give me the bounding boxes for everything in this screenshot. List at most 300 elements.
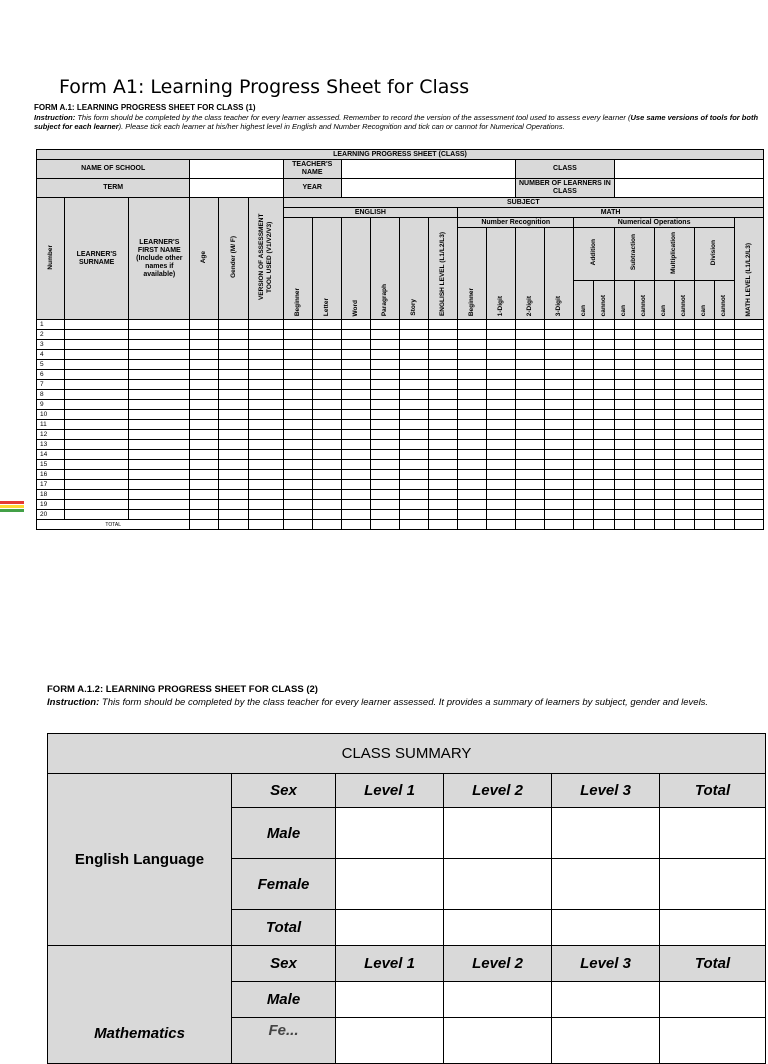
learner-cell[interactable] — [694, 400, 714, 410]
total-cell[interactable] — [574, 520, 594, 530]
learner-cell[interactable] — [341, 440, 370, 450]
learner-cell[interactable] — [545, 430, 574, 440]
learner-cell[interactable] — [429, 420, 458, 430]
learner-cell[interactable] — [429, 350, 458, 360]
learner-cell[interactable] — [312, 430, 341, 440]
learner-cell[interactable] — [283, 440, 312, 450]
learner-cell[interactable] — [248, 440, 283, 450]
learner-cell[interactable] — [654, 500, 674, 510]
learner-cell[interactable] — [574, 420, 594, 430]
learner-cell[interactable] — [487, 440, 516, 450]
learner-cell[interactable] — [614, 510, 634, 520]
learner-cell[interactable] — [487, 480, 516, 490]
learner-cell[interactable] — [614, 330, 634, 340]
summary-cell[interactable] — [336, 859, 444, 910]
learner-cell[interactable] — [694, 320, 714, 330]
learner-cell[interactable] — [190, 320, 219, 330]
learner-cell[interactable] — [65, 390, 129, 400]
total-cell[interactable] — [634, 520, 654, 530]
learner-cell[interactable] — [312, 500, 341, 510]
learner-cell[interactable] — [219, 470, 248, 480]
learner-cell[interactable] — [694, 440, 714, 450]
learner-cell[interactable] — [248, 350, 283, 360]
learner-cell[interactable] — [283, 410, 312, 420]
learner-cell[interactable] — [429, 330, 458, 340]
learner-cell[interactable] — [219, 440, 248, 450]
learner-cell[interactable] — [634, 360, 654, 370]
learner-cell[interactable] — [674, 500, 694, 510]
learner-cell[interactable] — [545, 320, 574, 330]
learner-cell[interactable] — [674, 410, 694, 420]
learner-cell[interactable] — [714, 350, 734, 360]
learner-cell[interactable] — [634, 500, 654, 510]
learner-cell[interactable] — [429, 400, 458, 410]
learner-cell[interactable] — [341, 350, 370, 360]
learner-cell[interactable] — [574, 430, 594, 440]
learner-cell[interactable] — [674, 460, 694, 470]
learner-cell[interactable] — [65, 320, 129, 330]
learner-cell[interactable] — [614, 320, 634, 330]
learner-cell[interactable] — [458, 390, 487, 400]
learner-cell[interactable] — [190, 380, 219, 390]
learner-cell[interactable] — [312, 460, 341, 470]
learner-cell[interactable] — [574, 400, 594, 410]
learner-cell[interactable] — [190, 350, 219, 360]
learner-cell[interactable] — [574, 410, 594, 420]
learner-cell[interactable] — [487, 430, 516, 440]
learner-cell[interactable] — [614, 420, 634, 430]
learner-cell[interactable] — [594, 350, 614, 360]
learner-cell[interactable] — [516, 470, 545, 480]
learner-cell[interactable] — [634, 470, 654, 480]
learner-cell[interactable] — [429, 480, 458, 490]
learner-cell[interactable] — [283, 360, 312, 370]
learner-cell[interactable] — [634, 430, 654, 440]
total-cell[interactable] — [714, 520, 734, 530]
learner-cell[interactable] — [545, 470, 574, 480]
learner-cell[interactable] — [654, 470, 674, 480]
learner-cell[interactable] — [516, 450, 545, 460]
learner-cell[interactable] — [614, 390, 634, 400]
summary-cell[interactable] — [660, 859, 766, 910]
learner-cell[interactable] — [694, 410, 714, 420]
learner-cell[interactable] — [574, 490, 594, 500]
learner-cell[interactable] — [734, 340, 763, 350]
learner-cell[interactable] — [634, 410, 654, 420]
total-cell[interactable] — [283, 520, 312, 530]
learner-cell[interactable] — [714, 470, 734, 480]
learner-cell[interactable] — [545, 460, 574, 470]
learner-cell[interactable] — [341, 390, 370, 400]
total-cell[interactable] — [674, 520, 694, 530]
learner-cell[interactable] — [370, 490, 399, 500]
total-cell[interactable] — [341, 520, 370, 530]
learner-cell[interactable] — [341, 330, 370, 340]
learner-cell[interactable] — [594, 340, 614, 350]
learner-cell[interactable] — [634, 490, 654, 500]
learner-cell[interactable] — [734, 420, 763, 430]
learner-cell[interactable] — [219, 490, 248, 500]
learner-cell[interactable] — [65, 420, 129, 430]
learner-cell[interactable] — [574, 500, 594, 510]
learner-cell[interactable] — [516, 400, 545, 410]
learner-cell[interactable] — [129, 400, 190, 410]
learner-cell[interactable] — [283, 330, 312, 340]
learner-cell[interactable] — [429, 500, 458, 510]
learner-cell[interactable] — [458, 400, 487, 410]
learner-cell[interactable] — [248, 430, 283, 440]
learner-cell[interactable] — [545, 500, 574, 510]
learner-cell[interactable] — [694, 460, 714, 470]
learner-cell[interactable] — [634, 440, 654, 450]
learner-cell[interactable] — [545, 440, 574, 450]
learner-cell[interactable] — [458, 450, 487, 460]
learner-cell[interactable] — [312, 440, 341, 450]
learner-cell[interactable] — [341, 420, 370, 430]
learner-cell[interactable] — [283, 470, 312, 480]
learner-cell[interactable] — [654, 490, 674, 500]
learner-cell[interactable] — [219, 420, 248, 430]
learner-cell[interactable] — [283, 430, 312, 440]
learner-cell[interactable] — [694, 420, 714, 430]
learner-cell[interactable] — [694, 500, 714, 510]
total-cell[interactable] — [458, 520, 487, 530]
learner-cell[interactable] — [190, 510, 219, 520]
learner-cell[interactable] — [614, 340, 634, 350]
learner-cell[interactable] — [190, 390, 219, 400]
learner-cell[interactable] — [654, 410, 674, 420]
learner-cell[interactable] — [574, 470, 594, 480]
learner-cell[interactable] — [734, 450, 763, 460]
learner-cell[interactable] — [614, 410, 634, 420]
total-cell[interactable] — [594, 520, 614, 530]
learner-cell[interactable] — [654, 510, 674, 520]
learner-cell[interactable] — [614, 470, 634, 480]
learner-cell[interactable] — [674, 470, 694, 480]
learner-cell[interactable] — [248, 410, 283, 420]
learner-cell[interactable] — [370, 340, 399, 350]
class-field[interactable] — [614, 160, 763, 179]
learner-cell[interactable] — [654, 450, 674, 460]
learner-cell[interactable] — [370, 430, 399, 440]
learner-cell[interactable] — [458, 370, 487, 380]
learner-cell[interactable] — [65, 410, 129, 420]
learner-cell[interactable] — [283, 380, 312, 390]
learner-cell[interactable] — [714, 420, 734, 430]
learner-cell[interactable] — [312, 410, 341, 420]
learner-cell[interactable] — [734, 490, 763, 500]
learner-cell[interactable] — [129, 320, 190, 330]
learner-cell[interactable] — [594, 480, 614, 490]
learner-cell[interactable] — [545, 450, 574, 460]
learner-cell[interactable] — [487, 330, 516, 340]
learner-cell[interactable] — [654, 380, 674, 390]
learner-cell[interactable] — [458, 380, 487, 390]
learner-cell[interactable] — [634, 420, 654, 430]
learner-cell[interactable] — [694, 370, 714, 380]
learner-cell[interactable] — [674, 420, 694, 430]
learner-cell[interactable] — [714, 400, 734, 410]
learner-cell[interactable] — [487, 420, 516, 430]
learner-cell[interactable] — [458, 330, 487, 340]
learner-cell[interactable] — [399, 460, 428, 470]
learner-cell[interactable] — [516, 510, 545, 520]
learner-cell[interactable] — [594, 500, 614, 510]
learner-cell[interactable] — [399, 470, 428, 480]
learner-cell[interactable] — [654, 360, 674, 370]
learner-cell[interactable] — [190, 410, 219, 420]
learner-cell[interactable] — [594, 430, 614, 440]
learner-cell[interactable] — [129, 430, 190, 440]
learner-cell[interactable] — [129, 450, 190, 460]
learner-cell[interactable] — [594, 370, 614, 380]
learner-cell[interactable] — [219, 480, 248, 490]
summary-cell[interactable] — [444, 982, 552, 1018]
learner-cell[interactable] — [654, 370, 674, 380]
total-cell[interactable] — [516, 520, 545, 530]
learner-cell[interactable] — [65, 360, 129, 370]
learner-cell[interactable] — [487, 460, 516, 470]
learner-cell[interactable] — [219, 460, 248, 470]
learner-cell[interactable] — [594, 490, 614, 500]
learner-cell[interactable] — [516, 410, 545, 420]
learner-cell[interactable] — [65, 490, 129, 500]
learner-cell[interactable] — [283, 510, 312, 520]
learner-cell[interactable] — [634, 370, 654, 380]
learner-cell[interactable] — [458, 410, 487, 420]
learner-cell[interactable] — [219, 410, 248, 420]
learner-cell[interactable] — [429, 320, 458, 330]
learner-cell[interactable] — [714, 410, 734, 420]
year-field[interactable] — [341, 179, 515, 198]
learner-cell[interactable] — [370, 450, 399, 460]
learner-cell[interactable] — [458, 490, 487, 500]
learner-cell[interactable] — [399, 410, 428, 420]
learner-cell[interactable] — [429, 490, 458, 500]
learner-cell[interactable] — [614, 360, 634, 370]
learner-cell[interactable] — [545, 360, 574, 370]
learner-cell[interactable] — [219, 350, 248, 360]
total-cell[interactable] — [219, 520, 248, 530]
learner-cell[interactable] — [65, 400, 129, 410]
learner-cell[interactable] — [429, 390, 458, 400]
learner-cell[interactable] — [370, 480, 399, 490]
learner-cell[interactable] — [65, 500, 129, 510]
learner-cell[interactable] — [487, 470, 516, 480]
learner-cell[interactable] — [248, 320, 283, 330]
learner-cell[interactable] — [574, 320, 594, 330]
learner-cell[interactable] — [516, 440, 545, 450]
summary-cell[interactable] — [552, 1018, 660, 1064]
learner-cell[interactable] — [370, 420, 399, 430]
learner-cell[interactable] — [654, 420, 674, 430]
learner-cell[interactable] — [734, 390, 763, 400]
learner-cell[interactable] — [65, 510, 129, 520]
learner-cell[interactable] — [312, 470, 341, 480]
learner-cell[interactable] — [248, 380, 283, 390]
learner-cell[interactable] — [574, 390, 594, 400]
learner-cell[interactable] — [714, 490, 734, 500]
learner-cell[interactable] — [458, 470, 487, 480]
learner-cell[interactable] — [429, 440, 458, 450]
learner-cell[interactable] — [458, 500, 487, 510]
learner-cell[interactable] — [429, 450, 458, 460]
learner-cell[interactable] — [283, 480, 312, 490]
learner-cell[interactable] — [370, 370, 399, 380]
learner-cell[interactable] — [129, 440, 190, 450]
learner-cell[interactable] — [248, 420, 283, 430]
learner-cell[interactable] — [594, 420, 614, 430]
learner-cell[interactable] — [341, 490, 370, 500]
learner-cell[interactable] — [399, 500, 428, 510]
learner-cell[interactable] — [674, 350, 694, 360]
total-cell[interactable] — [614, 520, 634, 530]
learner-cell[interactable] — [594, 460, 614, 470]
learner-cell[interactable] — [674, 330, 694, 340]
learner-cell[interactable] — [594, 510, 614, 520]
learner-cell[interactable] — [129, 380, 190, 390]
learner-cell[interactable] — [219, 370, 248, 380]
learner-cell[interactable] — [399, 400, 428, 410]
learner-cell[interactable] — [283, 340, 312, 350]
learner-cell[interactable] — [429, 410, 458, 420]
learner-cell[interactable] — [248, 510, 283, 520]
learner-cell[interactable] — [370, 440, 399, 450]
learner-cell[interactable] — [654, 350, 674, 360]
learner-cell[interactable] — [370, 400, 399, 410]
learner-cell[interactable] — [129, 410, 190, 420]
learner-cell[interactable] — [545, 380, 574, 390]
learner-cell[interactable] — [458, 350, 487, 360]
learner-cell[interactable] — [734, 330, 763, 340]
learner-cell[interactable] — [694, 330, 714, 340]
learner-cell[interactable] — [734, 430, 763, 440]
learner-cell[interactable] — [594, 450, 614, 460]
learner-cell[interactable] — [594, 330, 614, 340]
learner-cell[interactable] — [399, 350, 428, 360]
learner-cell[interactable] — [399, 490, 428, 500]
learner-cell[interactable] — [516, 320, 545, 330]
learner-cell[interactable] — [65, 480, 129, 490]
learner-cell[interactable] — [312, 340, 341, 350]
learner-cell[interactable] — [594, 360, 614, 370]
learner-cell[interactable] — [219, 360, 248, 370]
learner-cell[interactable] — [714, 440, 734, 450]
learner-cell[interactable] — [370, 470, 399, 480]
learner-cell[interactable] — [65, 460, 129, 470]
learner-cell[interactable] — [65, 430, 129, 440]
learner-cell[interactable] — [341, 450, 370, 460]
learner-cell[interactable] — [674, 400, 694, 410]
learner-cell[interactable] — [674, 320, 694, 330]
learner-cell[interactable] — [634, 480, 654, 490]
learner-cell[interactable] — [674, 450, 694, 460]
learner-cell[interactable] — [219, 510, 248, 520]
learner-cell[interactable] — [574, 370, 594, 380]
learner-cell[interactable] — [219, 400, 248, 410]
learner-cell[interactable] — [594, 390, 614, 400]
learner-cell[interactable] — [516, 330, 545, 340]
learner-cell[interactable] — [312, 450, 341, 460]
learner-cell[interactable] — [674, 480, 694, 490]
learner-cell[interactable] — [545, 480, 574, 490]
learner-cell[interactable] — [574, 460, 594, 470]
learner-cell[interactable] — [714, 360, 734, 370]
learner-cell[interactable] — [190, 460, 219, 470]
learner-cell[interactable] — [674, 440, 694, 450]
learner-cell[interactable] — [190, 400, 219, 410]
learner-cell[interactable] — [694, 450, 714, 460]
learner-cell[interactable] — [219, 380, 248, 390]
summary-cell[interactable] — [444, 910, 552, 946]
learner-cell[interactable] — [458, 510, 487, 520]
learner-cell[interactable] — [399, 440, 428, 450]
learner-cell[interactable] — [429, 510, 458, 520]
learner-cell[interactable] — [734, 510, 763, 520]
learner-cell[interactable] — [714, 330, 734, 340]
learner-cell[interactable] — [487, 510, 516, 520]
learner-cell[interactable] — [694, 510, 714, 520]
learner-cell[interactable] — [614, 490, 634, 500]
learner-cell[interactable] — [516, 370, 545, 380]
learner-cell[interactable] — [734, 370, 763, 380]
learner-cell[interactable] — [341, 470, 370, 480]
learner-cell[interactable] — [248, 390, 283, 400]
learner-cell[interactable] — [429, 470, 458, 480]
learner-cell[interactable] — [190, 430, 219, 440]
learner-cell[interactable] — [129, 360, 190, 370]
summary-cell[interactable] — [552, 910, 660, 946]
total-cell[interactable] — [694, 520, 714, 530]
learner-cell[interactable] — [129, 480, 190, 490]
learner-cell[interactable] — [516, 360, 545, 370]
learner-cell[interactable] — [516, 380, 545, 390]
learner-cell[interactable] — [65, 380, 129, 390]
learner-cell[interactable] — [190, 420, 219, 430]
learner-cell[interactable] — [129, 470, 190, 480]
learner-cell[interactable] — [516, 460, 545, 470]
learner-cell[interactable] — [516, 430, 545, 440]
learner-cell[interactable] — [190, 340, 219, 350]
learner-cell[interactable] — [545, 510, 574, 520]
learner-cell[interactable] — [734, 400, 763, 410]
learner-cell[interactable] — [370, 390, 399, 400]
learner-cell[interactable] — [634, 340, 654, 350]
learner-cell[interactable] — [341, 320, 370, 330]
learner-cell[interactable] — [399, 380, 428, 390]
learner-cell[interactable] — [694, 480, 714, 490]
learner-cell[interactable] — [487, 380, 516, 390]
learner-cell[interactable] — [516, 490, 545, 500]
learner-cell[interactable] — [674, 370, 694, 380]
learner-cell[interactable] — [219, 320, 248, 330]
learner-cell[interactable] — [283, 390, 312, 400]
teachers-name-field[interactable] — [341, 160, 515, 179]
learner-cell[interactable] — [429, 430, 458, 440]
learner-cell[interactable] — [594, 410, 614, 420]
learner-cell[interactable] — [574, 350, 594, 360]
learner-cell[interactable] — [129, 330, 190, 340]
learner-cell[interactable] — [694, 390, 714, 400]
learner-cell[interactable] — [219, 500, 248, 510]
learner-cell[interactable] — [341, 360, 370, 370]
learner-cell[interactable] — [714, 480, 734, 490]
summary-cell[interactable] — [552, 859, 660, 910]
learner-cell[interactable] — [248, 450, 283, 460]
learner-cell[interactable] — [516, 500, 545, 510]
total-cell[interactable] — [487, 520, 516, 530]
total-cell[interactable] — [190, 520, 219, 530]
